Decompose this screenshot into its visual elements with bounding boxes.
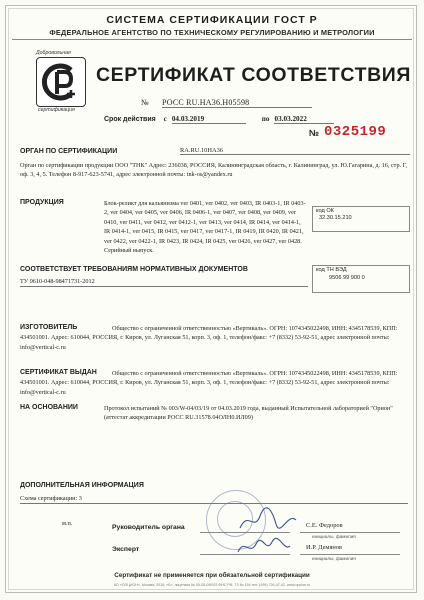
basis-label: НА ОСНОВАНИИ	[20, 404, 78, 411]
logo-caption-bottom: сертификация	[38, 107, 75, 113]
print-info: АО «ОПЦИОН», Москва, 2018, «Б», лицензия № 05-05-09/003 ФНС РФ, ТЗ № 154 тел. (495) 726-47-42, www.opcion.ru	[113, 583, 311, 587]
head-name-line	[300, 532, 400, 533]
okp-code: 32.30.15.210	[319, 215, 352, 221]
blank-number-label: №	[309, 128, 320, 138]
certificate-title: СЕРТИФИКАТ СООТВЕТСТВИЯ	[96, 64, 412, 86]
gost-r-mark-icon	[37, 58, 85, 106]
number-label: №	[141, 98, 149, 107]
validity-row	[104, 115, 334, 124]
valid-from-date: 04.03.2019	[172, 115, 246, 124]
validity-label: Срок действия	[104, 116, 156, 123]
seal-place-label: м.п.	[62, 520, 73, 527]
registration-number: РОСС RU.НА36.Н05598	[162, 98, 312, 108]
valid-to-date: 03.03.2022	[274, 115, 334, 124]
validity-from-word: с	[163, 115, 167, 123]
head-name: С.Е. Федоров	[306, 522, 343, 529]
organ-label: ОРГАН ПО СЕРТИФИКАЦИИ	[20, 148, 118, 155]
gost-r-logo	[36, 57, 86, 107]
header-divider	[12, 39, 412, 40]
validity-to-word: по	[261, 115, 270, 123]
expert-signature	[236, 536, 292, 558]
additional-info-label: ДОПОЛНИТЕЛЬНАЯ ИНФОРМАЦИЯ	[20, 482, 144, 489]
organ-code: RA.RU.10НА36	[180, 147, 410, 155]
footer-note: Сертификат не применяется при обязательной сертификации	[114, 572, 310, 579]
issued-to-text: Общество с ограниченной ответственностью «Вертикаль». ОГРН: 1074345022498, ИНН: 4345178539, КПП: 434501001. Адрес: 610044, РОССИЯ, г. Киров, ул. Луганская 51, корп. 3, оф. 1, телефон/факс: +7 (8332) 53-92-51, адрес электронной почты: info@vertical-c.ru	[20, 370, 398, 396]
head-name-caption: инициалы, фамилия	[312, 534, 356, 539]
requirements-label: СООТВЕТСТВУЕТ ТРЕБОВАНИЯМ НОРМАТИВНЫХ ДОКУМЕНТОВ	[20, 266, 248, 273]
okp-code-label: код ОК	[316, 208, 334, 214]
system-title: СИСТЕМА СЕРТИФИКАЦИИ ГОСТ Р	[106, 14, 318, 26]
issued-to-label: СЕРТИФИКАТ ВЫДАН	[20, 369, 97, 376]
expert-name: И.Р. Демянов	[306, 544, 343, 551]
expert-name-line	[300, 554, 400, 555]
manufacturer-label: ИЗГОТОВИТЕЛЬ	[20, 324, 78, 331]
logo-caption-top: Добровольная	[36, 50, 71, 56]
okp-code-box	[312, 206, 410, 232]
basis-text: Протокол испытаний № 003/W-04/03/19 от 04.03.2019 года, выданный Испытательной лабораторией "Орион" (аттестат аккредитации РОСС RU.31578.04ОЛН0.ИЛ09)	[104, 405, 393, 422]
tnved-code: 9506 99 900 0	[329, 275, 365, 281]
certification-scheme: Схема сертификации: 3	[20, 494, 408, 504]
product-label: ПРОДУКЦИЯ	[20, 199, 64, 206]
expert-label: Эксперт	[112, 546, 140, 553]
manufacturer-text: Общество с ограниченной ответственностью «Вертикаль». ОГРН: 1074345022498, ИНН: 4345178539, КПП: 434501001. Адрес: 610044, РОССИЯ, г. Киров, ул. Луганская 51, корп. 3, оф. 1, телефон/факс: +7 (8332) 53-92-51, адрес электронной почты: info@vertical-c.ru	[20, 325, 398, 351]
organ-text: Орган по сертификации продукции ООО "ТНК" Адрес: 236038, РОССИЯ, Калининградская область, г. Калининград, ул. Ю.Гагарина, д. 16, стр. Г, оф. 3, 4, 5. Телефон 8-917-623-5741, адрес электронной почты: tnk-os@yandex.ru	[20, 162, 408, 179]
requirements-doc: ТУ 9610-048-98471731-2012	[20, 277, 308, 287]
head-of-organ-label: Руководитель органа	[112, 524, 185, 531]
expert-name-caption: инициалы, фамилия	[312, 556, 356, 561]
agency-title: ФЕДЕРАЛЬНОЕ АГЕНТСТВО ПО ТЕХНИЧЕСКОМУ РЕГУЛИРОВАНИЮ И МЕТРОЛОГИИ	[49, 28, 375, 37]
product-text: Блок-реликт для кальянизма ver 0401, ver 0402, ver 0403, IR 0403-1, IR 0403-2, ver 0404, ver 0405, ver 0406, IR 0406-1, ver 0407, ver 0408, ver 0409, ver 0410, ver 0411, ver 0412, ver 0412-1, ver 0413, ver 0414, IR 0414, ver 0414-1, IR 0414-1, ver 0415, IR 0415, ver 0417, ver 0417-1, IR 0419, IR 0420, IR 0421, ver 0422, ver 0422-1, IR 0423, IR 0424, IR 0425, ver 0426, ver 0427, ver 0428. Серийный выпуск.	[104, 200, 306, 255]
head-signature	[238, 506, 298, 534]
tnved-code-box	[312, 265, 410, 293]
tnved-code-label: код ТН ВЭД	[316, 267, 347, 273]
blank-serial-number: 0325199	[324, 124, 387, 140]
